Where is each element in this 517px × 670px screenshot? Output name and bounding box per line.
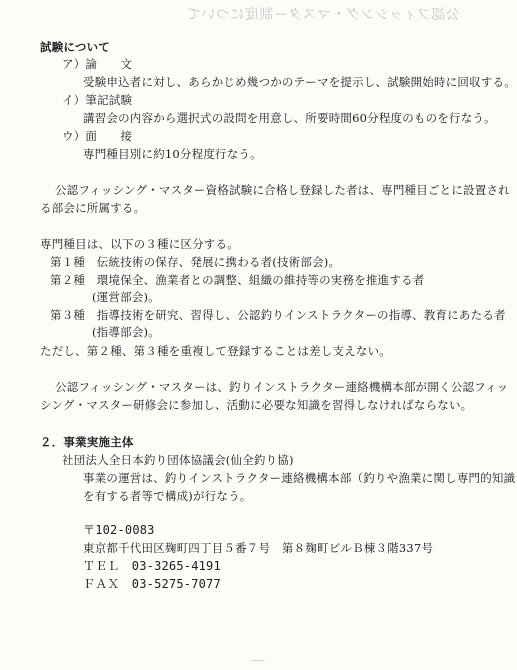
postal-code: 〒102-0083 (83, 523, 155, 537)
category-2-line-1: 第２種 環境保全、漁業者との調整、組織の維持等の実務を推進する者 (50, 273, 425, 287)
exam-item-i-text: 講習会の内容から選択式の設問を用意し、所要時間60分程度のものを行なう。 (83, 111, 496, 125)
registration-line-2: る部会に所属する。 (40, 201, 146, 215)
address: 東京都千代田区麹町四丁目５番７号 第８麹町ビルＢ棟３階337号 (83, 541, 434, 555)
exam-item-a-text: 受験申込者に対し、あらかじめ幾つかのテーマを提示し、試験開始時に回収する。 (83, 75, 516, 89)
training-line-1: 公認フィッシング・マスターは、釣りインストラクター連絡機構本部が開く公認フィッ (55, 380, 509, 394)
organization-name: 社団法人全日本釣り団体協議会(仙全釣り協) (62, 453, 294, 467)
category-1: 第１種 伝統技術の保存、発展に携わる者(技術部会)。 (50, 255, 341, 269)
exam-item-u-label: ウ）面 接 (62, 129, 133, 143)
exam-item-a-label: ア）論 文 (62, 57, 133, 71)
categories-intro: 専門種目は、以下の３種に区分する。 (40, 237, 239, 251)
exam-heading: 試験について (40, 40, 110, 54)
page-footer-mark (251, 660, 265, 667)
operation-line-1: 事業の運営は、釣りインストラクター連絡機構本部（釣りや漁業に関し専門的知識 (83, 471, 516, 485)
section-2-heading: ２．事業実施主体 (40, 435, 134, 449)
exam-item-u-text: 専門種目別に約10分程度行なう。 (83, 147, 262, 161)
telephone: ＴＥＬ 03-3265-4191 (83, 559, 221, 573)
registration-line-1: 公認フィッシング・マスター資格試験に合格し登録した者は、専門種目ごとに設置され (55, 183, 510, 197)
training-line-2: シング・マスター研修会に参加し、活動に必要な知識を習得しなければならない。 (40, 398, 473, 412)
categories-note: ただし、第２種、第３種を重複して登録することは差し支えない。 (40, 344, 391, 358)
exam-item-i-label: イ）筆記試験 (62, 93, 133, 107)
bleed-through-title: 公認フィッシング・マスター制度について (186, 7, 460, 23)
category-3-line-1: 第３種 指導技術を研究、習得し、公認釣りインストラクターの指導、教育にあたる者 (50, 308, 506, 322)
fax: ＦＡＸ 03-5275-7077 (83, 577, 221, 591)
category-2-line-2: (運営部会)。 (92, 290, 160, 304)
category-3-line-2: (指導部会)。 (92, 325, 160, 339)
operation-line-2: を有する者等で構成)が行なう。 (83, 489, 252, 503)
